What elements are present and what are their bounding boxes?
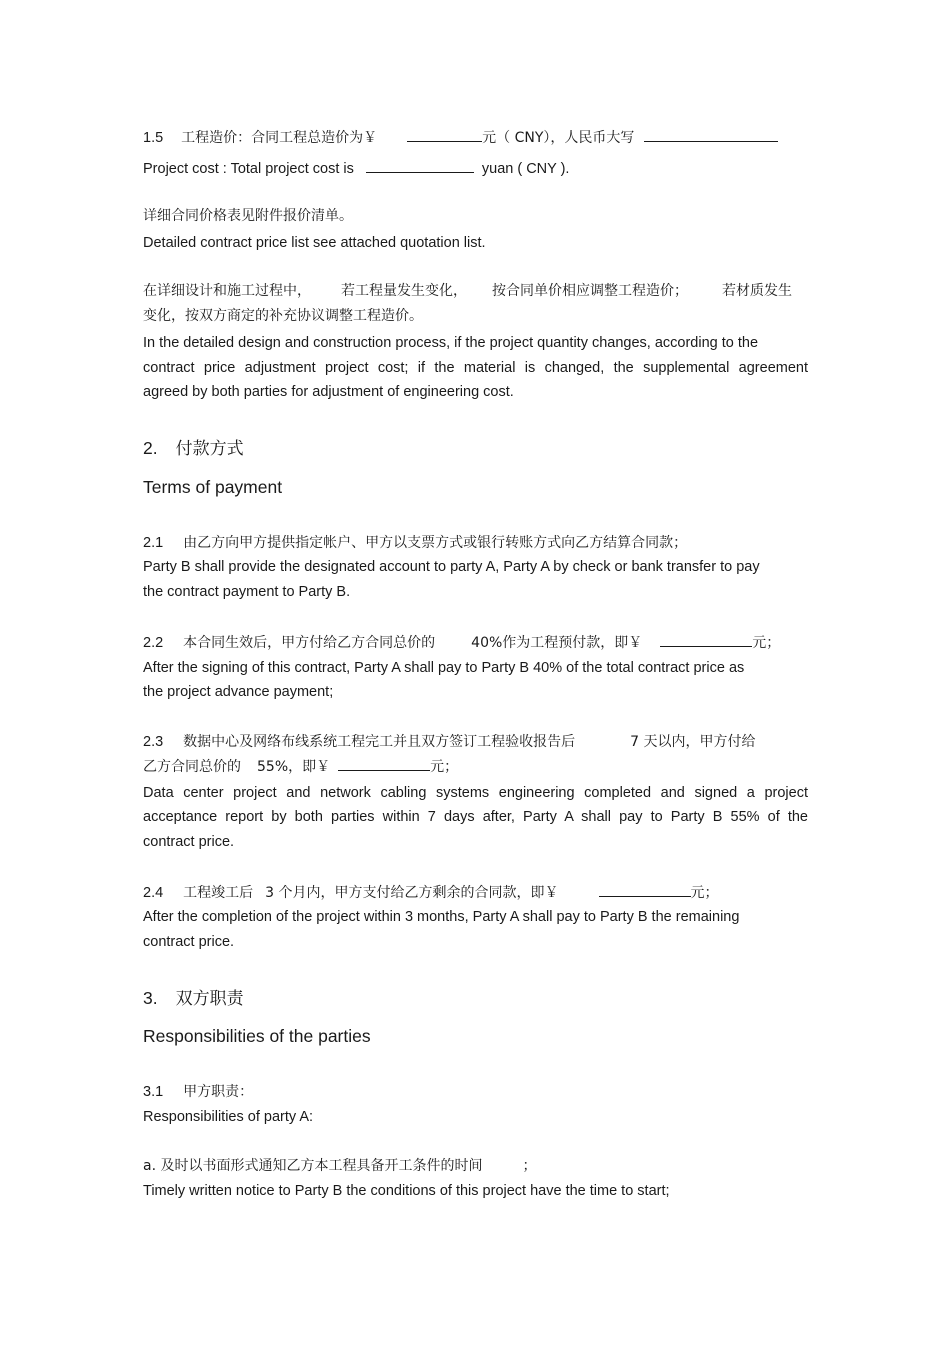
adjust-en-line2: contract price adjustment project cost; if the material is changed, the supplemental agreement bbox=[143, 360, 808, 376]
clause-text: 元； bbox=[752, 635, 781, 651]
clause-text: 数据中心及网络布线系统工程完工并且双方签订工程验收报告后 bbox=[183, 734, 576, 750]
amount-blank bbox=[407, 127, 482, 142]
clause-2-2-en-line1: After the signing of this contract, Party A shall pay to Party B 40% of the total contract price as bbox=[143, 660, 745, 676]
clause-3-1-en: Responsibilities of party A: bbox=[143, 1109, 314, 1125]
adjust-text: 若工程量发生变化， bbox=[341, 283, 467, 299]
detail-zh: 详细合同价格表见附件报价清单。 bbox=[143, 208, 353, 224]
clause-number: 1.5 bbox=[143, 130, 164, 146]
section-3-heading-zh bbox=[143, 986, 244, 1011]
clause-3-1-zh bbox=[143, 1082, 253, 1102]
clause-2-3-en-line3: contract price. bbox=[143, 834, 235, 850]
item-a-zh bbox=[143, 1156, 536, 1176]
item-text: a. 及时以书面形式通知乙方本工程具备开工条件的时间 bbox=[143, 1158, 483, 1174]
clause-2-1-en-line1: Party B shall provide the designated account to party A, Party A by check or bank transfer to pay bbox=[143, 559, 760, 575]
clause-2-3-zh-line2 bbox=[143, 756, 458, 777]
clause-text: 40%作为工程预付款，即￥ bbox=[471, 635, 643, 651]
clause-text: Project cost : Total project cost is bbox=[143, 161, 354, 177]
adjust-en-line1: In the detailed design and construction process, if the project quantity changes, according to the bbox=[143, 335, 759, 351]
section-number: 3. bbox=[143, 988, 158, 1008]
clause-text: 本合同生效后，甲方付给乙方合同总价的 bbox=[183, 635, 436, 651]
clause-2-1-en-line2: the contract payment to Party B. bbox=[143, 584, 351, 600]
clause-text: 元（ CNY），人民币大写 bbox=[482, 130, 635, 146]
clause-2-3-en-line2: acceptance report by both parties within 7 days after, Party A shall pay to Party B 55% of the bbox=[143, 809, 808, 825]
item-text: ； bbox=[522, 1158, 537, 1174]
clause-2-4-zh bbox=[143, 882, 719, 903]
section-3-heading-en: Responsibilities of the parties bbox=[143, 1026, 371, 1046]
clause-2-2-zh bbox=[143, 632, 780, 653]
clause-2-2-en-line2: the project advance payment; bbox=[143, 684, 334, 700]
clause-2-3-zh-line1 bbox=[143, 732, 756, 752]
section-title: 双方职责 bbox=[175, 989, 244, 1009]
section-number: 2. bbox=[143, 438, 158, 458]
clause-text: 工程造价：合同工程总造价为￥ bbox=[181, 130, 378, 146]
clause-number: 2.3 bbox=[143, 734, 164, 750]
detail-en: Detailed contract price list see attached quotation list. bbox=[143, 235, 486, 251]
adjust-en-line3: agreed by both parties for adjustment of engineering cost. bbox=[143, 384, 514, 400]
amount-in-words-blank bbox=[644, 127, 778, 142]
amount-blank bbox=[660, 632, 752, 647]
clause-text: 元； bbox=[430, 759, 459, 775]
clause-text: 元； bbox=[690, 885, 719, 901]
clause-2-4-en-line1: After the completion of the project within 3 months, Party A shall pay to Party B the remaining bbox=[143, 909, 740, 925]
clause-text: 工程竣工后 bbox=[183, 885, 254, 901]
section-title: 付款方式 bbox=[175, 439, 244, 459]
clause-text: 55%，即￥ bbox=[257, 759, 331, 775]
section-2-heading-zh bbox=[143, 436, 244, 461]
section-2-heading-en: Terms of payment bbox=[143, 477, 283, 497]
clause-2-1-zh bbox=[143, 533, 687, 553]
item-a-en: Timely written notice to Party B the conditions of this project have the time to start; bbox=[143, 1183, 670, 1199]
clause-number: 3.1 bbox=[143, 1084, 164, 1100]
clause-text: 甲方职责： bbox=[183, 1084, 254, 1100]
clause-text: 7 天以内，甲方付给 bbox=[630, 734, 756, 750]
clause-number: 2.4 bbox=[143, 885, 164, 901]
amount-blank bbox=[599, 882, 691, 897]
clause-text: 乙方合同总价的 bbox=[143, 759, 241, 775]
clause-1-5-en bbox=[143, 158, 569, 179]
clause-text: yuan ( CNY ). bbox=[481, 161, 570, 177]
clause-2-4-en-line2: contract price. bbox=[143, 934, 235, 950]
clause-number: 2.1 bbox=[143, 535, 164, 551]
adjust-text: 按合同单价相应调整工程造价； bbox=[492, 283, 688, 299]
amount-blank bbox=[338, 756, 430, 771]
clause-text: 由乙方向甲方提供指定帐户、甲方以支票方式或银行转账方式向乙方结算合同款； bbox=[183, 535, 688, 551]
amount-blank bbox=[366, 158, 474, 173]
clause-text: 3 个月内，甲方支付给乙方剩余的合同款，即￥ bbox=[265, 885, 559, 901]
adjust-text: 在详细设计和施工过程中， bbox=[143, 283, 311, 299]
adjust-zh-line1 bbox=[143, 281, 792, 301]
clause-1-5-zh bbox=[143, 127, 778, 148]
clause-2-3-en-line1: Data center project and network cabling systems engineering completed and signed a project bbox=[143, 785, 808, 801]
clause-number: 2.2 bbox=[143, 635, 164, 651]
adjust-text: 若材质发生 bbox=[722, 283, 792, 299]
adjust-zh-line2: 变化，按双方商定的补充协议调整工程造价。 bbox=[143, 308, 423, 324]
